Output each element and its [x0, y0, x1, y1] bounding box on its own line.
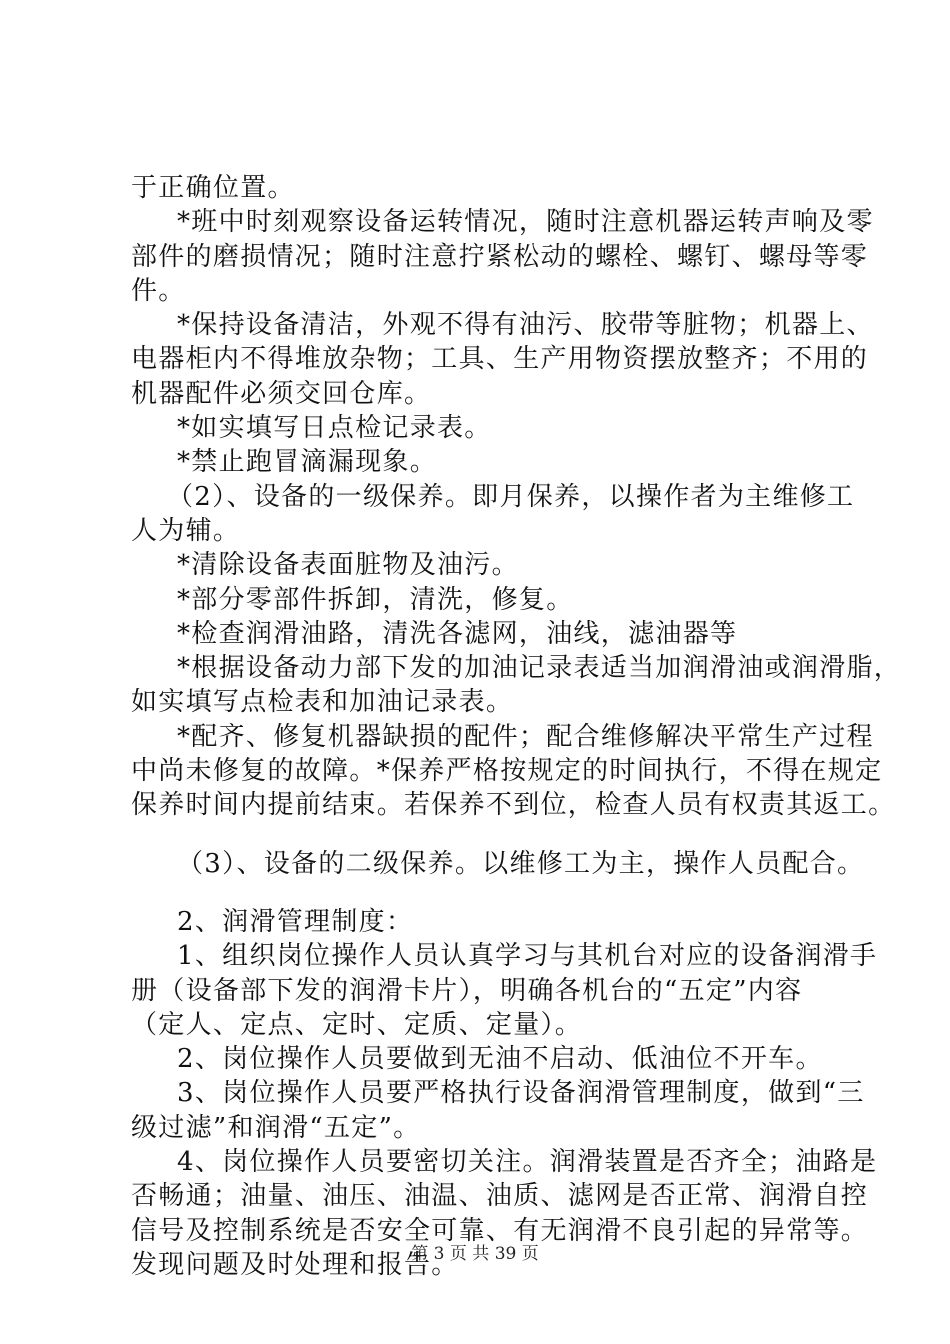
text-line: 级过滤”和润滑“五定”。	[131, 1112, 421, 1143]
text-line: （定人、定点、定时、定质、定量）。	[131, 1009, 583, 1040]
text-line: *班中时刻观察设备运转情况，随时注意机器运转声响及零	[177, 207, 874, 238]
text-line: *保持设备清洁，外观不得有油污、胶带等脏物；机器上、	[177, 310, 874, 341]
text-line: 2、岗位操作人员要做到无油不启动、低油位不开车。	[177, 1044, 823, 1075]
text-line: 保养时间内提前结束。若保养不到位，检查人员有权责其返工。	[131, 790, 896, 821]
text-line: *禁止跑冒滴漏现象。	[177, 447, 438, 478]
text-line: 3、岗位操作人员要严格执行设备润滑管理制度，做到“三	[177, 1078, 865, 1109]
text-line: 否畅通；油量、油压、油温、油质、滤网是否正常、润滑自控	[131, 1181, 869, 1212]
text-line: 信号及控制系统是否安全可靠、有无润滑不良引起的异常等。	[131, 1215, 869, 1246]
text-line: （2）、设备的一级保养。即月保养，以操作者为主维修工	[167, 481, 855, 512]
text-line: 册（设备部下发的润滑卡片），明确各机台的“五定”内容	[131, 975, 803, 1006]
text-line: 机器配件必须交回仓库。	[131, 378, 432, 409]
text-line: 中尚未修复的故障。*保养严格按规定的时间执行，不得在规定	[131, 756, 883, 787]
text-line: 电器柜内不得堆放杂物；工具、生产用物资摆放整齐；不用的	[131, 344, 869, 375]
text-line: *如实填写日点检记录表。	[177, 413, 492, 444]
text-line: 于正确位置。	[131, 173, 295, 203]
text-line: *清除设备表面脏物及油污。	[177, 550, 519, 581]
page-number-footer: 第 3 页 共 39 页	[411, 1244, 539, 1264]
text-line: 1、组织岗位操作人员认真学习与其机台对应的设备润滑手	[177, 941, 878, 972]
text-line: *部分零部件拆卸，清洗，修复。	[177, 584, 574, 615]
text-line: 人为辅。	[131, 515, 241, 546]
text-line: *根据设备动力部下发的加油记录表适当加润滑油或润滑脂，	[177, 653, 902, 684]
text-line: 如实填写点检表和加油记录表。	[131, 687, 514, 718]
text-line: 发现问题及时处理和报告。	[131, 1249, 459, 1280]
text-line: 部件的磨损情况；随时注意拧紧松动的螺栓、螺钉、螺母等零	[131, 241, 869, 272]
text-line: （3）、设备的二级保养。以维修工为主，操作人员配合。	[177, 848, 865, 879]
text-line: 4、岗位操作人员要密切关注。润滑装置是否齐全；油路是	[177, 1147, 878, 1178]
text-line: 2、润滑管理制度：	[177, 906, 414, 937]
text-line: *配齐、修复机器缺损的配件；配合维修解决平常生产过程	[177, 721, 874, 752]
document-body	[131, 171, 902, 1282]
text-line: *检查润滑油路，清洗各滤网，油线，滤油器等	[177, 618, 738, 649]
text-line: 件。	[131, 275, 186, 306]
